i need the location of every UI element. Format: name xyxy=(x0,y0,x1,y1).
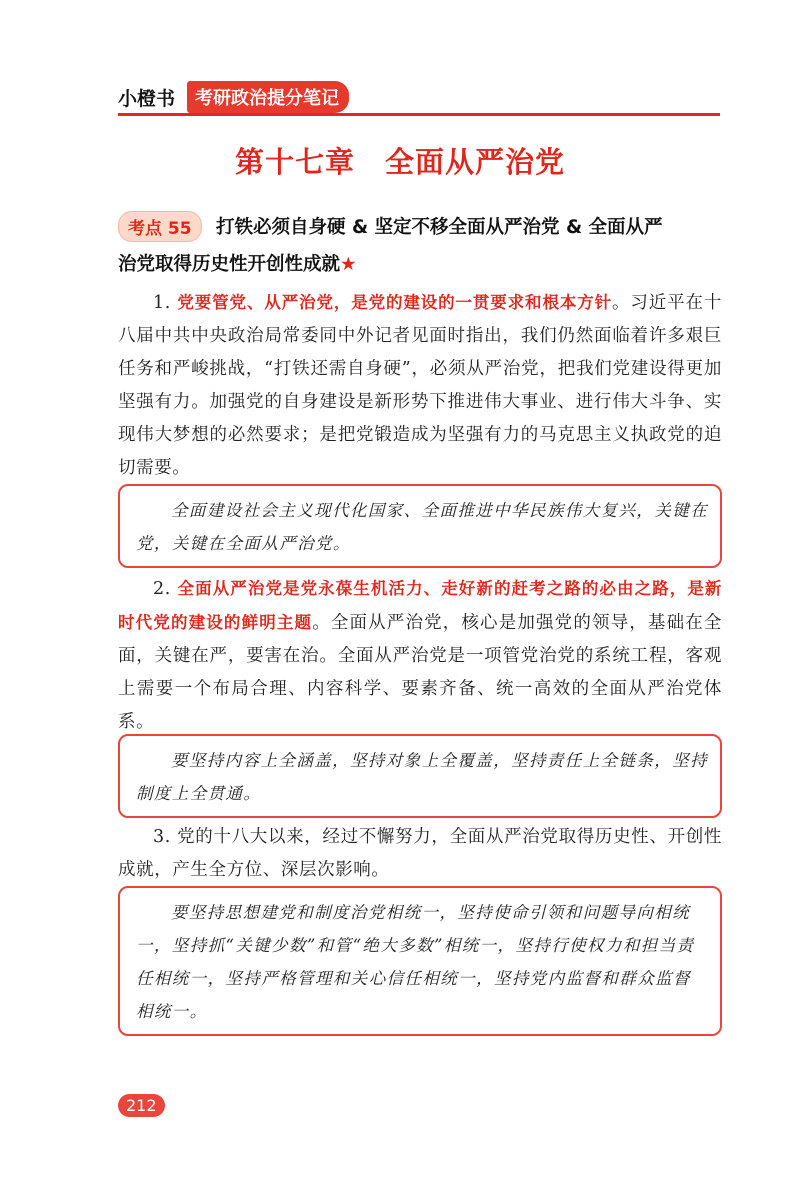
section-3-number: 3. xyxy=(153,827,178,847)
section-3-note: 要坚持思想建党和制度治党相统一，坚持使命引领和问题导向相统一，坚持抓“关键少数”和管“绝大多数”相统一，坚持行使权力和担当责任相统一，坚持严格管理和关心信任相统一，坚持党内监督和群众监督相统一。 xyxy=(136,903,695,1021)
section-1-note: 全面建设社会主义现代化国家、全面推进中华民族伟大复兴，关键在党，关键在全面从严治党。 xyxy=(136,501,708,553)
section-2-paragraph xyxy=(118,572,722,739)
section-3-text: 党的十八大以来，经过不懈努力，全面从严治党取得历史性、开创性成就，产生全方位、深层次影响。 xyxy=(118,827,722,880)
section-2-text: 。全面从严治党，核心是加强党的领导，基础在全面，关键在严，要害在治。全面从严治党是一项管党治党的系统工程，客观上需要一个布局合理、内容科学、要素齐备、统一高效的全面从严治党体系。 xyxy=(118,613,722,732)
section-1-text: 。习近平在十八届中共中央政治局常委同中外记者见面时指出，我们仍然面临着许多艰巨任务和严峻挑战，“打铁还需自身硬”，必须从严治党，把我们党建设得更加坚强有力。加强党的自身建设是新形势下推进伟大事业、进行伟大斗争、实现伟大梦想的必然要求；是把党锻造成为坚强有力的马克思主义执政党的迫切需要。 xyxy=(118,293,723,478)
section-3-paragraph xyxy=(118,821,722,887)
header-divider xyxy=(118,113,720,116)
page-number: 212 xyxy=(118,1094,165,1117)
section-1-note-box xyxy=(118,484,722,568)
book-brand: 小橙书 xyxy=(118,88,176,110)
series-title-banner: 考研政治提分笔记 xyxy=(187,81,349,113)
exam-point-title-line1: 打铁必须自身硬 & 坚定不移全面从严治党 & 全面从严 xyxy=(216,217,663,238)
section-2-key-point: 全面从严治党是党永葆生机活力、走好新的赶考之路的必由之路，是新时代党的建设的鲜明主题 xyxy=(118,579,722,632)
exam-point-title-line2: 治党取得历史性开创性成就 xyxy=(118,254,341,275)
running-header xyxy=(118,76,718,116)
exam-point-heading xyxy=(118,209,728,245)
section-3-note-box xyxy=(118,886,722,1036)
exam-point-badge: 考点 55 xyxy=(118,211,202,242)
section-1-paragraph xyxy=(118,286,722,485)
section-2-note: 要坚持内容上全涵盖，坚持对象上全覆盖，坚持责任上全链条，坚持制度上全贯通。 xyxy=(136,751,708,803)
section-2-number: 2. xyxy=(153,579,178,599)
chapter-title: 第十七章 全面从严治党 xyxy=(234,145,565,179)
section-1-key-point: 党要管党、从严治党，是党的建设的一贯要求和根本方针 xyxy=(177,293,612,312)
section-2-note-box xyxy=(118,734,722,818)
exam-point-title-line2-wrap xyxy=(118,250,357,276)
star-icon: ★ xyxy=(340,254,357,275)
section-1-number: 1. xyxy=(153,293,178,313)
